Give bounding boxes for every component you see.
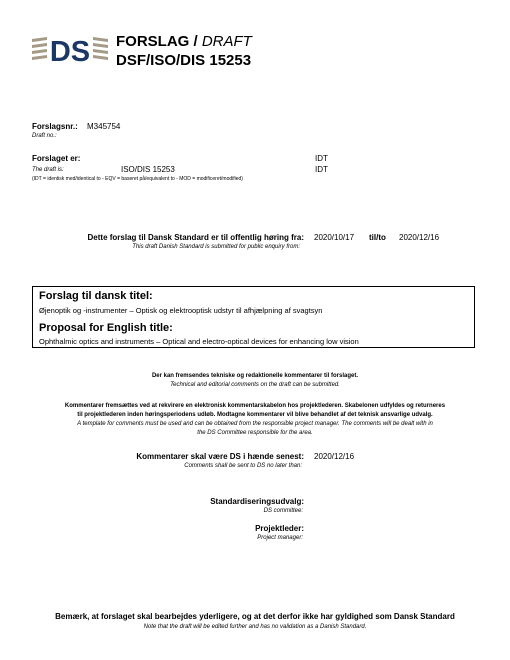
validity-note: Bemærk, at forslaget skal bearbejdes yderligere, og at det derfor ikke har gyldighed som Dansk Standard — [55, 612, 455, 621]
forslagsnr-label: Forslagsnr.: — [32, 122, 78, 131]
ds-logo-text: DS — [49, 36, 91, 64]
english-title: Ophthalmic optics and instruments – Optical and electro-optical devices for enhancing low vision — [39, 337, 359, 346]
committee-label: Standardiseringsudvalg: — [210, 497, 304, 506]
enquiry-label: Dette forslag til Dansk Standard er til offentlig høring fra: — [87, 233, 304, 242]
draft-label: DRAFT — [201, 33, 252, 50]
comments-paragraph-en-2: the DS Committee responsible for the area. — [197, 430, 313, 436]
danish-title-heading: Forslag til dansk titel: — [39, 290, 153, 302]
document-id: DSF/ISO/DIS 15253 — [116, 52, 252, 69]
english-title-heading: Proposal for English title: — [39, 322, 173, 334]
comments-intro: Der kan fremsendes tekniske og redaktionelle kommentarer til forslaget. — [151, 373, 359, 379]
idt-first: IDT — [315, 154, 328, 163]
project-manager-label: Projektleder: — [255, 524, 304, 533]
idt-legend: (IDT = identisk med/identical to - EQV = baseret på/equivalent to - MOD = modificeret/modified) — [32, 176, 243, 182]
comments-paragraph-en-1: A template for comments must be used and can be obtained from the responsible project manager. The comments will be dealt with in — [77, 421, 433, 427]
committee-label-en: DS committee: — [263, 508, 303, 514]
comments-paragraph-dk-2: til projektlederen inden høringsperiodens udløb. Modtagne kommentarer vil blive behandlet af det teknisk ansvarlige udvalg. — [77, 412, 433, 418]
deadline-date: 2020/12/16 — [314, 452, 355, 461]
project-manager-label-en: Project manager: — [257, 535, 303, 541]
idt-second: IDT — [315, 165, 328, 174]
enquiry-label-en: This draft Danish Standard is submitted for public enquiry from: — [132, 244, 300, 250]
forslag-label: FORSLAG / — [116, 33, 202, 50]
deadline-label: Kommentarer skal være DS i hænde senest: — [136, 452, 304, 461]
ds-logo — [32, 36, 108, 64]
header-title — [116, 32, 252, 70]
forslaget-er-label: Forslaget er: — [32, 154, 81, 163]
comments-intro-en: Technical and editorial comments on the draft can be submitted. — [170, 382, 340, 388]
the-draft-is-value: ISO/DIS 15253 — [121, 165, 175, 174]
enquiry-to-date: 2020/12/16 — [399, 233, 440, 242]
deadline-label-en: Comments shall be sent to DS no later than: — [184, 463, 302, 469]
danish-title: Øjenoptik og -instrumenter – Optisk og elektrooptisk udstyr til afhjælpning af svagtsyn — [39, 306, 323, 315]
the-draft-is-label: The draft is: — [32, 167, 64, 173]
validity-note-en: Note that the draft will be edited further and has no validation as a Danish Standard. — [143, 624, 367, 630]
draft-no-label: Draft no.: — [32, 133, 57, 139]
title-box — [32, 286, 475, 348]
til-to-label: til/to — [369, 233, 386, 242]
enquiry-from-date: 2020/10/17 — [314, 233, 355, 242]
comments-paragraph-dk-1: Kommentarer fremsættes ved at rekvirere en elektronisk kommentarskabelon hos projektlederen. Skabelonen udfyldes og returneres — [64, 403, 446, 409]
forslagsnr-value: M345754 — [87, 122, 121, 131]
